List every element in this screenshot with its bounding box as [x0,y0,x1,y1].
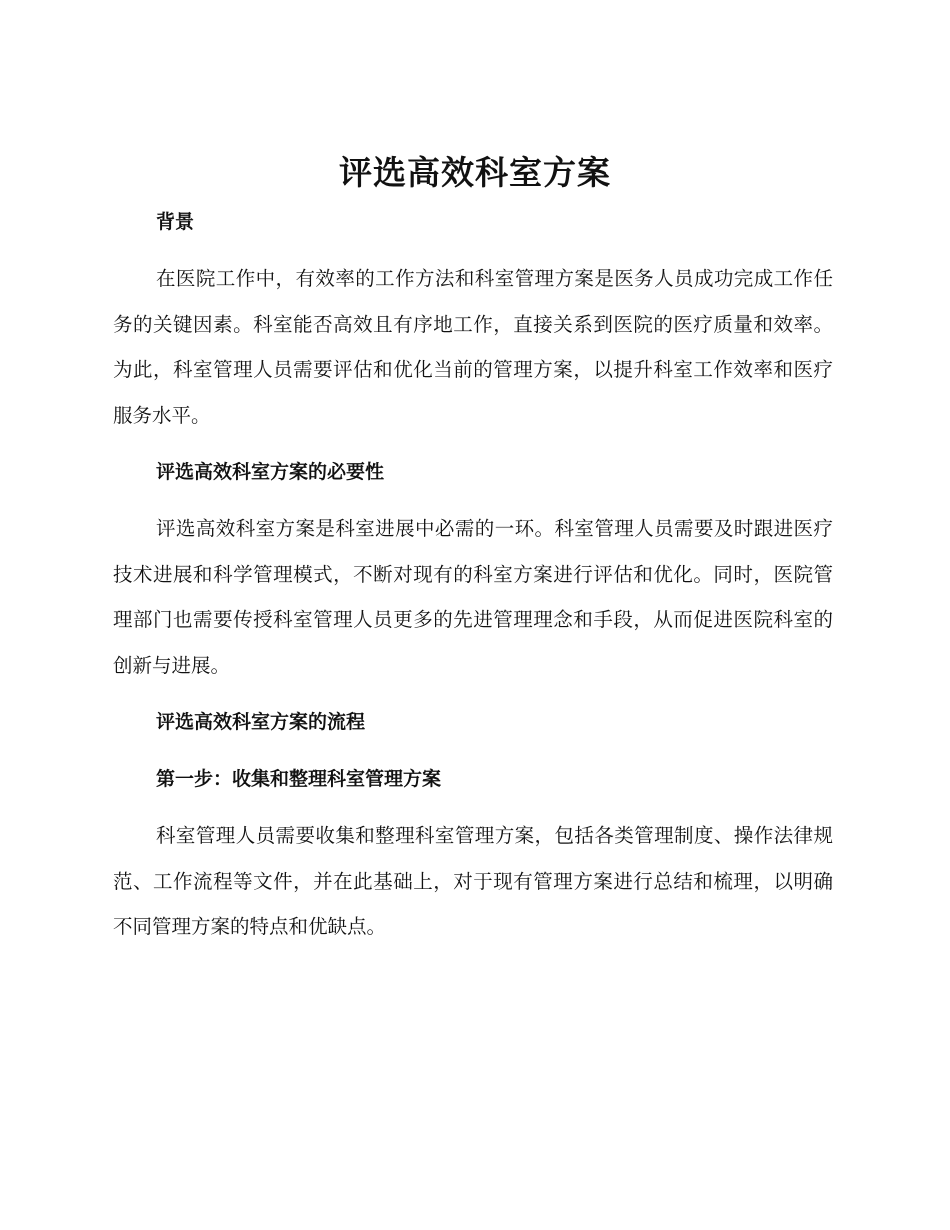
section-heading-step-one: 第一步：收集和整理科室管理方案 [156,768,442,790]
document-title: 评选高效科室方案 [339,153,611,192]
section-heading-process: 评选高效科室方案的流程 [156,711,366,733]
document-body [113,200,833,950]
section-heading-background: 背景 [156,211,195,233]
section-paragraph-background: 在医院工作中，有效率的工作方法和科室管理方案是医务人员成功完成工作任务的关键因素。科室能否高效且有序地工作，直接关系到医院的医疗质量和效率。为此，科室管理人员需要评估和优化当前的管理方案，以提升科室工作效率和医疗服务水平。 [113,267,833,427]
section-paragraph-step-one: 科室管理人员需要收集和整理科室管理方案，包括各类管理制度、操作法律规范、工作流程等文件，并在此基础上，对于现有管理方案进行总结和梳理，以明确不同管理方案的特点和优缺点。 [113,824,833,938]
section-heading-necessity: 评选高效科室方案的必要性 [156,461,385,483]
section-paragraph-necessity: 评选高效科室方案是科室进展中必需的一环。科室管理人员需要及时跟进医疗技术进展和科学管理模式，不断对现有的科室方案进行评估和优化。同时，医院管理部门也需要传授科室管理人员更多的先进管理理念和手段，从而促进医院科室的创新与进展。 [113,517,833,677]
